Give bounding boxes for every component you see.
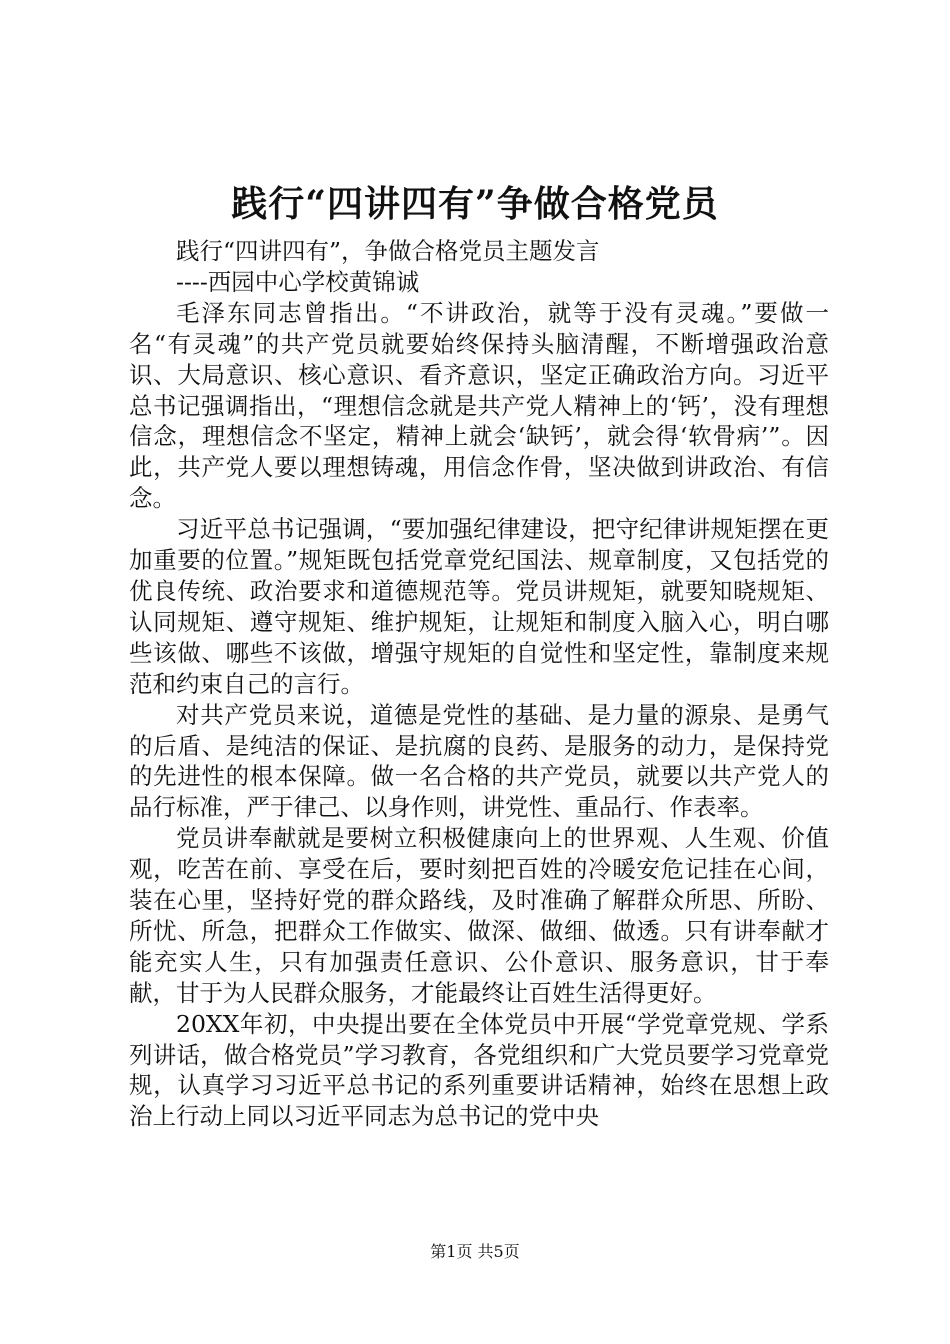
document-body bbox=[129, 236, 829, 1132]
paragraph: 20XX年初，中央提出要在全体党员中开展“学党章党规、学系列讲话，做合格党员”学习教育，各党组织和广大党员要学习党章党规，认真学习习近平总书记的系列重要讲话精神，始终在思想上政治上行动上同以习近平同志为总书记的党中央 bbox=[129, 1009, 829, 1131]
subtitle-line: 践行“四讲四有”，争做合格党员主题发言 bbox=[176, 237, 600, 265]
paragraph: 党员讲奉献就是要树立积极健康向上的世界观、人生观、价值观，吃苦在前、享受在后，要时刻把百姓的冷暖安危记挂在心间，装在心里，坚持好党的群众路线，及时准确了解群众所思、所盼、所忧、所急，把群众工作做实、做深、做细、做透。只有讲奉献才能充实人生，只有加强责任意识、公仆意识、服务意识，甘于奉献，甘于为人民群众服务，才能最终让百姓生活得更好。 bbox=[129, 824, 829, 1007]
paragraph: 对共产党员来说，道德是党性的基础、是力量的源泉、是勇气的后盾、是纯洁的保证、是抗腐的良药、是服务的动力，是保持党的先进性的根本保障。做一名合格的共产党员，就要以共产党人的品行标准，严于律己、以身作则，讲党性、重品行、作表率。 bbox=[129, 700, 829, 822]
paragraph: 习近平总书记强调，“要加强纪律建设，把守纪律讲规矩摆在更加重要的位置。”规矩既包括党章党纪国法、规章制度，又包括党的优良传统、政治要求和道德规范等。党员讲规矩，就要知晓规矩、认同规矩、遵守规矩、维护规矩，让规矩和制度入脑入心，明白哪些该做、哪些不该做，增强守规矩的自觉性和坚定性，靠制度来规范和约束自己的言行。 bbox=[129, 515, 829, 698]
page-number-footer: 第1页 共5页 bbox=[430, 1242, 520, 1261]
document-title: 践行“四讲四有”争做合格党员 bbox=[231, 183, 719, 225]
paragraph: 毛泽东同志曾指出。“不讲政治，就等于没有灵魂。”要做一名“有灵魂”的共产党员就要始终保持头脑清醒，不断增强政治意识、大局意识、核心意识、看齐意识，坚定正确政治方向。习近平总书记强调指出，“理想信念就是共产党人精神上的‘钙’，没有理想信念，理想信念不坚定，精神上就会‘缺钙’，就会得‘软骨病’”。因此，共产党人要以理想铸魂，用信念作骨，坚决做到讲政治、有信念。 bbox=[129, 298, 829, 513]
author-line: ----西园中心学校黄锦诚 bbox=[176, 267, 420, 296]
